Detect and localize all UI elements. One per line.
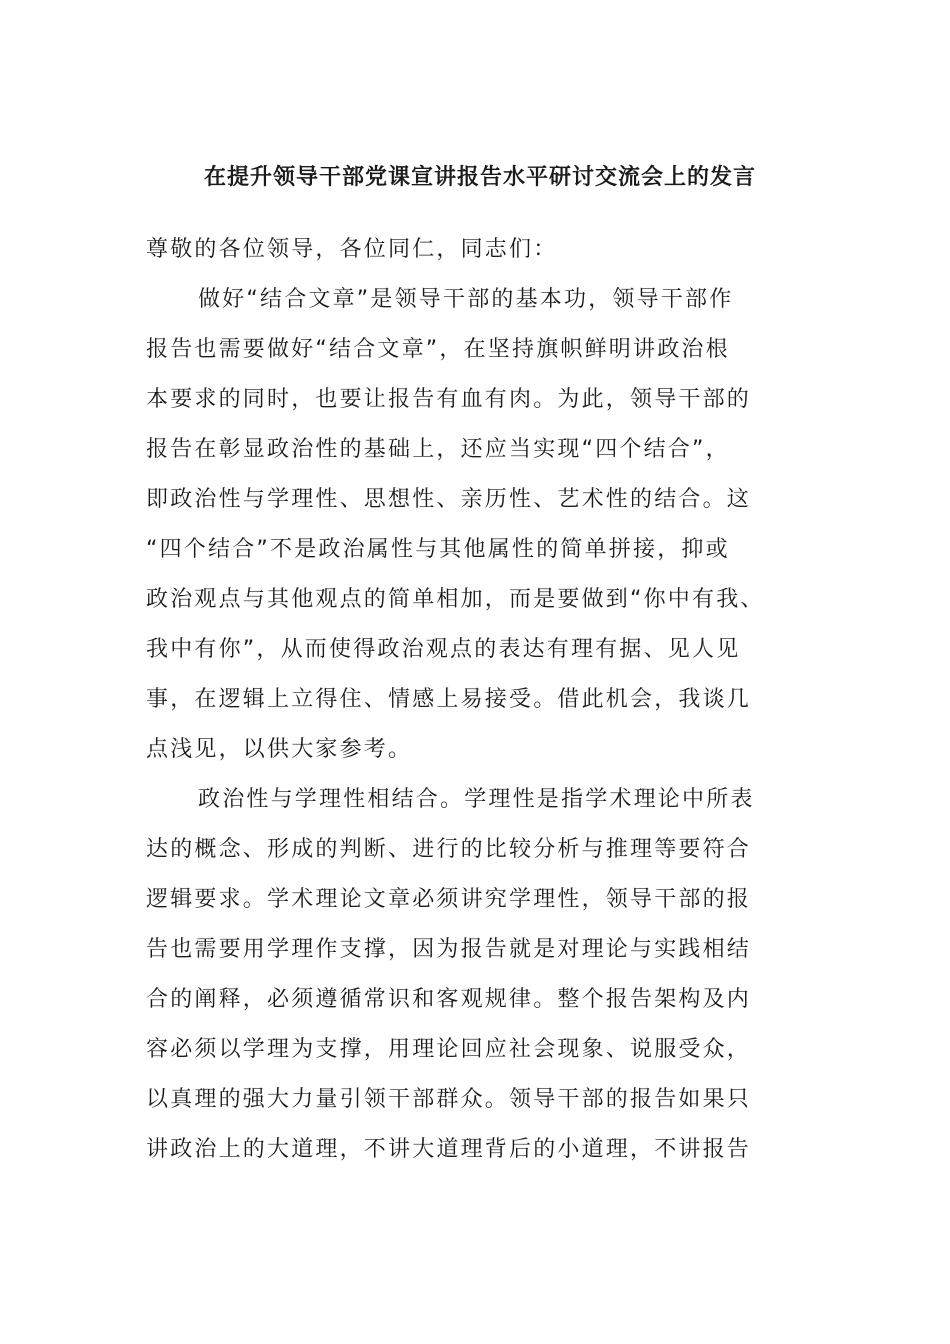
paragraph-line: 做好“结合文章”是领导干部的基本功，领导干部作 [198, 287, 734, 312]
paragraph-line: 达的概念、形成的判断、进行的比较分析与推理等要符合 [146, 837, 752, 862]
paragraph-line: 讲政治上的大道理，不讲大道理背后的小道理，不讲报告 [146, 1137, 752, 1162]
salutation: 尊敬的各位领导，各位同仁，同志们： [146, 237, 558, 262]
paragraph-line: 报告也需要做好“结合文章”，在坚持旗帜鲜明讲政治根 [146, 337, 730, 362]
paragraph-line: 容必须以学理为支撑，用理论回应社会现象、说服受众， [146, 1037, 752, 1062]
paragraph-line: “四个结合”不是政治属性与其他属性的简单拼接，抑或 [146, 537, 730, 562]
paragraph-line: 以真理的强大力量引领干部群众。领导干部的报告如果只 [146, 1087, 752, 1112]
document-title: 在提升领导干部党课宣讲报告水平研讨交流会上的发言 [203, 165, 756, 190]
paragraph-line: 政治观点与其他观点的简单相加，而是要做到“你中有我、 [146, 587, 765, 612]
paragraph-line: 逻辑要求。学术理论文章必须讲究学理性，领导干部的报 [146, 887, 752, 912]
paragraph-line: 我中有你”，从而使得政治观点的表达有理有据、见人见 [146, 637, 741, 662]
paragraph-line: 政治性与学理性相结合。学理性是指学术理论中所表 [198, 787, 755, 812]
paragraph-line: 即政治性与学理性、思想性、亲历性、艺术性的结合。这 [146, 487, 752, 512]
paragraph-line: 合的阐释，必须遵循常识和客观规律。整个报告架构及内 [146, 987, 752, 1012]
paragraph-line: 事，在逻辑上立得住、情感上易接受。借此机会，我谈几 [146, 687, 752, 712]
paragraph-line: 告也需要用学理作支撑，因为报告就是对理论与实践相结 [146, 937, 752, 962]
paragraph-line: 本要求的同时，也要让报告有血有肉。为此，领导干部的 [146, 387, 752, 412]
paragraph-line: 点浅见，以供大家参考。 [146, 737, 413, 762]
paragraph-line: 报告在彰显政治性的基础上，还应当实现“四个结合”， [146, 437, 730, 462]
